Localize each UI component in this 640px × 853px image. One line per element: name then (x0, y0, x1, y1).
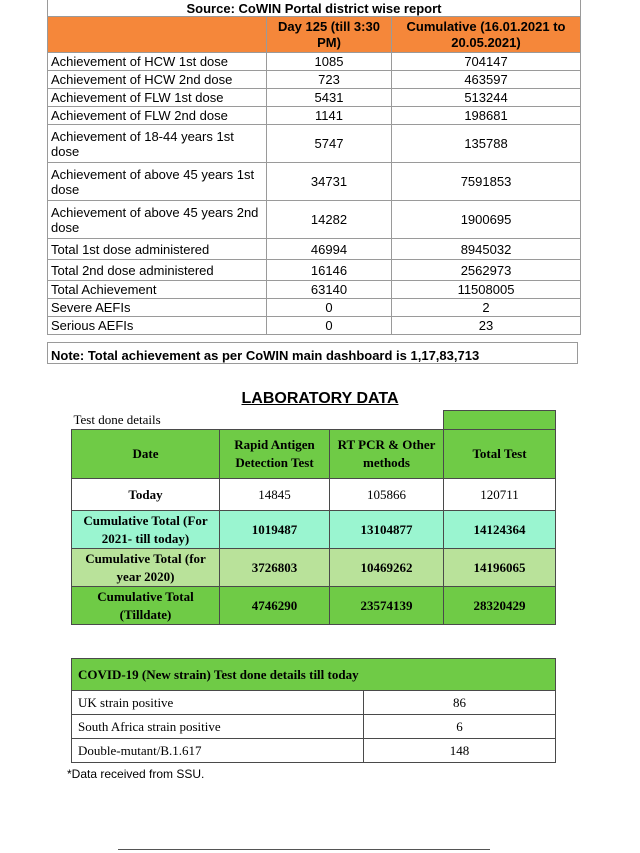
cowin-row-day: 46994 (267, 239, 392, 260)
lab-caption-green (444, 411, 556, 430)
lab-header-row (72, 430, 556, 479)
laboratory-title: LABORATORY DATA (241, 390, 399, 407)
strain-row (72, 691, 556, 715)
cowin-row-cumulative: 2562973 (392, 260, 581, 281)
header-blank-cell (48, 17, 267, 53)
cowin-row-label: Serious AEFIs (48, 317, 267, 335)
cowin-row-cumulative: 1900695 (392, 201, 581, 239)
strain-header-row (72, 659, 556, 691)
lab-row-cumulative-2020 (72, 549, 556, 587)
cowin-row-day: 1141 (267, 107, 392, 125)
cowin-row-cumulative: 198681 (392, 107, 581, 125)
cowin-header-row (48, 17, 581, 53)
cowin-row (48, 163, 581, 201)
lab-rtpcr: 105866 (330, 479, 444, 511)
strain-table (71, 658, 556, 763)
lab-caption-row (72, 411, 556, 430)
lab-rapid: 4746290 (220, 587, 330, 625)
cowin-row-label: Total 1st dose administered (48, 239, 267, 260)
strain-row (72, 739, 556, 763)
lab-row-today (72, 479, 556, 511)
lab-rtpcr: 23574139 (330, 587, 444, 625)
strain-value: 6 (364, 715, 556, 739)
cowin-row-label: Achievement of HCW 2nd dose (48, 71, 267, 89)
strain-row (72, 715, 556, 739)
lab-total: 28320429 (444, 587, 556, 625)
lab-table (71, 410, 556, 625)
cowin-row-day: 63140 (267, 281, 392, 299)
strain-title: COVID-19 (New strain) Test done details till today (72, 659, 556, 691)
cowin-row (48, 281, 581, 299)
cowin-row-cumulative: 11508005 (392, 281, 581, 299)
lab-rapid: 3726803 (220, 549, 330, 587)
cowin-row-label: Achievement of above 45 years 1st dose (48, 163, 267, 201)
lab-rtpcr: 13104877 (330, 511, 444, 549)
cowin-row-day: 14282 (267, 201, 392, 239)
lab-rtpcr: 10469262 (330, 549, 444, 587)
cowin-row-day: 1085 (267, 53, 392, 71)
lab-rapid: 14845 (220, 479, 330, 511)
cowin-row-day: 16146 (267, 260, 392, 281)
cowin-row (48, 260, 581, 281)
cowin-row-day: 0 (267, 299, 392, 317)
cowin-row-label: Achievement of HCW 1st dose (48, 53, 267, 71)
strain-value: 86 (364, 691, 556, 715)
cowin-row (48, 239, 581, 260)
lab-title-wrap (0, 390, 640, 408)
cowin-row (48, 317, 581, 335)
cowin-row-day: 5431 (267, 89, 392, 107)
cowin-row-day: 723 (267, 71, 392, 89)
lab-total: 14196065 (444, 549, 556, 587)
lab-header-rapid: Rapid Antigen Detection Test (220, 430, 330, 479)
bottom-divider (118, 849, 490, 850)
lab-date: Cumulative Total (For 2021- till today) (72, 511, 220, 549)
lab-caption-spacer (330, 411, 444, 430)
cowin-row-label: Total 2nd dose administered (48, 260, 267, 281)
cowin-row (48, 107, 581, 125)
cowin-row-cumulative: 23 (392, 317, 581, 335)
cowin-row-day: 5747 (267, 125, 392, 163)
source-line: Source: CoWIN Portal district wise report (48, 0, 581, 17)
strain-label: Double-mutant/B.1.617 (72, 739, 364, 763)
lab-row-cumulative-2021 (72, 511, 556, 549)
lab-total: 120711 (444, 479, 556, 511)
cowin-row (48, 201, 581, 239)
lab-total: 14124364 (444, 511, 556, 549)
header-cumulative: Cumulative (16.01.2021 to 20.05.2021) (392, 17, 581, 53)
cowin-row-label: Achievement of above 45 years 2nd dose (48, 201, 267, 239)
cowin-row-cumulative: 2 (392, 299, 581, 317)
cowin-row-cumulative: 7591853 (392, 163, 581, 201)
lab-date: Cumulative Total (for year 2020) (72, 549, 220, 587)
cowin-note: Note: Total achievement as per CoWIN main dashboard is 1,17,83,713 (47, 342, 578, 364)
lab-rapid: 1019487 (220, 511, 330, 549)
strain-value: 148 (364, 739, 556, 763)
strain-label: UK strain positive (72, 691, 364, 715)
cowin-row-cumulative: 8945032 (392, 239, 581, 260)
lab-date: Cumulative Total (Tilldate) (72, 587, 220, 625)
cowin-row (48, 299, 581, 317)
strain-label: South Africa strain positive (72, 715, 364, 739)
cowin-row-day: 34731 (267, 163, 392, 201)
cowin-row (48, 125, 581, 163)
cowin-row-label: Achievement of 18-44 years 1st dose (48, 125, 267, 163)
cowin-row-label: Total Achievement (48, 281, 267, 299)
lab-row-cumulative-tilldate (72, 587, 556, 625)
cowin-row (48, 53, 581, 71)
header-day: Day 125 (till 3:30 PM) (267, 17, 392, 53)
cowin-row (48, 71, 581, 89)
lab-date: Today (72, 479, 220, 511)
cowin-row-day: 0 (267, 317, 392, 335)
cowin-row-label: Severe AEFIs (48, 299, 267, 317)
cowin-row-cumulative: 135788 (392, 125, 581, 163)
cowin-row (48, 89, 581, 107)
lab-caption: Test done details (72, 411, 330, 430)
cowin-row-cumulative: 704147 (392, 53, 581, 71)
lab-header-total: Total Test (444, 430, 556, 479)
lab-header-rtpcr: RT PCR & Other methods (330, 430, 444, 479)
cowin-row-cumulative: 513244 (392, 89, 581, 107)
cowin-row-label: Achievement of FLW 2nd dose (48, 107, 267, 125)
cowin-table (47, 0, 581, 335)
lab-header-date: Date (72, 430, 220, 479)
cowin-row-label: Achievement of FLW 1st dose (48, 89, 267, 107)
footnote: *Data received from SSU. (67, 767, 205, 781)
cowin-row-cumulative: 463597 (392, 71, 581, 89)
